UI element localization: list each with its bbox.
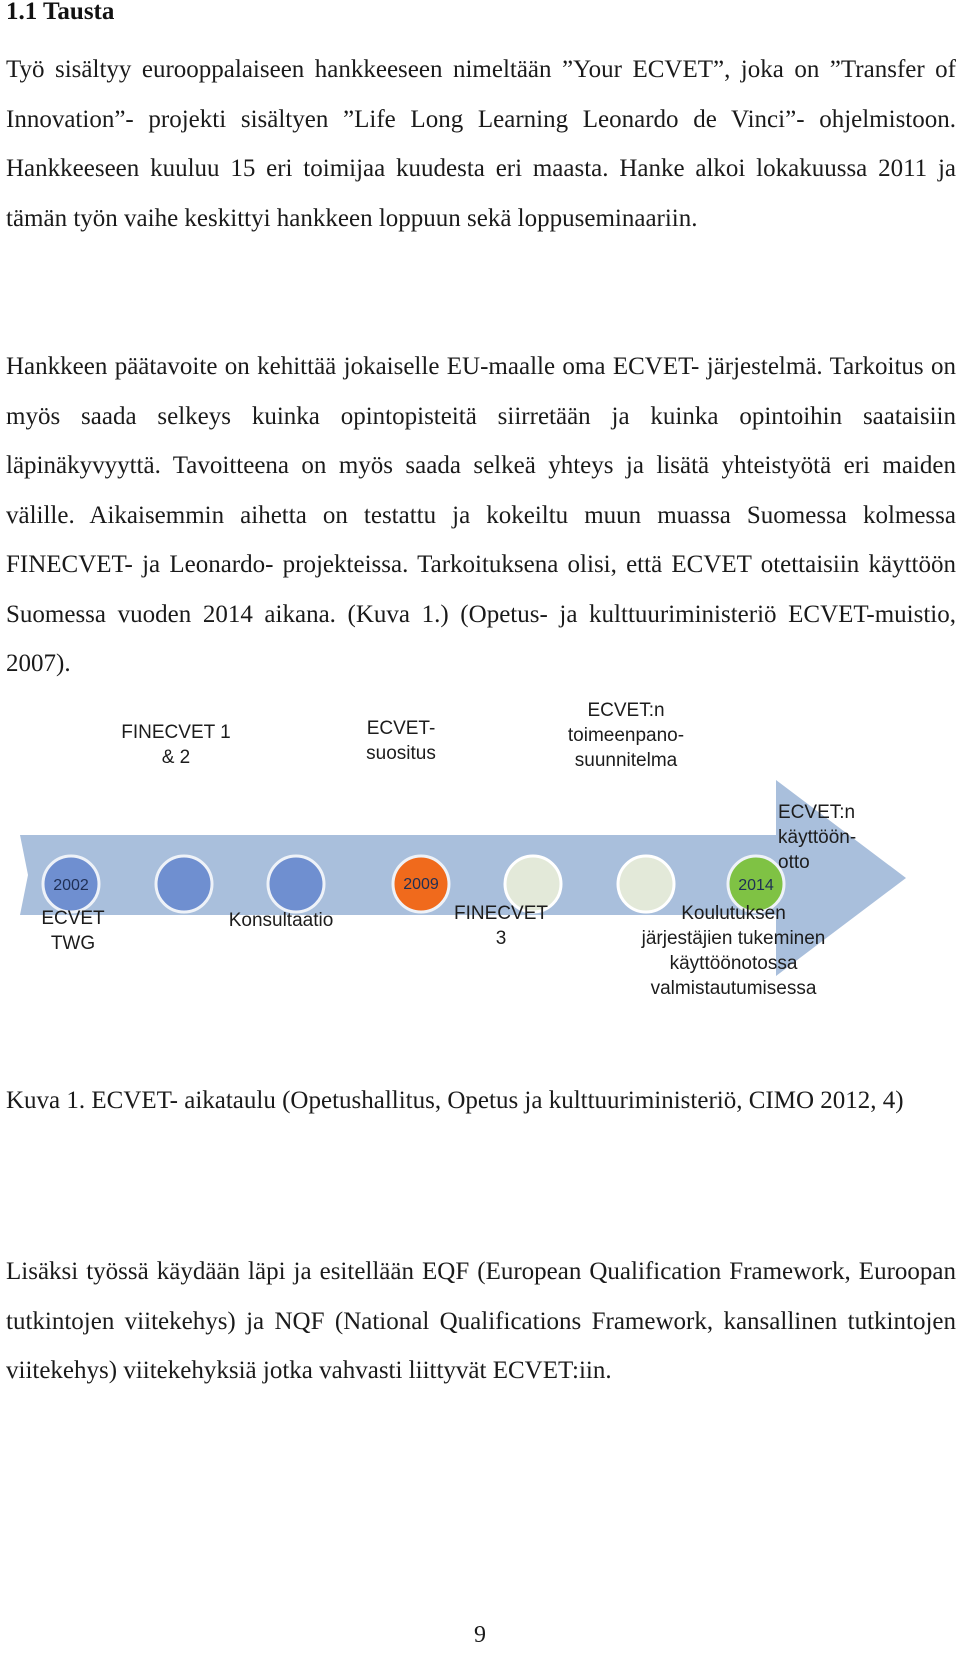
label-kayttoonotto: ECVET:n käyttöön- otto: [778, 802, 857, 873]
label-koulutuksen-jarjestajat: Koulutuksen järjestäjien tukeminen käyttöönotossa valmistautumisessa: [641, 903, 826, 999]
year-label-2002: 2002: [53, 877, 89, 894]
paragraph-background: Työ sisältyy eurooppalaiseen hankkeeseen nimeltään ”Your ECVET”, joka on ”Transfer of Innovation”- projekti sisältyen ”Life Long Learning Leonardo de Vinci”- ohjelmistoon. Hankkeeseen kuuluu 15 eri toimijaa kuudesta eri maasta. Hanke alkoi lokakuussa 2011 ja tämän työn vaihe keskittyi hankkeen loppuun sekä loppuseminaariin.: [6, 56, 956, 232]
year-label-2009: 2009: [403, 876, 439, 893]
timeline-dot-2: [156, 856, 212, 912]
paragraph-eqf-nqf: Lisäksi työssä käydään läpi ja esitellään EQF (European Qualification Framework, Euroopan tutkintojen viitekehys) ja NQF (National Qualifications Framework, kansallinen tutkintojen viitekehys) viitekehyksiä jotka vahvasti liittyvät ECVET:iin.: [6, 1258, 956, 1384]
label-finecvet-3: FINECVET 3: [454, 903, 548, 949]
label-ecvet-suositus: ECVET- suositus: [366, 718, 436, 764]
year-label-2014: 2014: [738, 877, 774, 894]
ecvet-timeline-figure: [16, 700, 916, 1070]
section-heading: 1.1 Tausta: [6, 0, 115, 25]
label-toimeenpanosuunnitelma: ECVET:n toimeenpano- suunnitelma: [567, 700, 685, 771]
label-finecvet-1-2: FINECVET 1 & 2: [121, 722, 231, 768]
label-konsultaatio: Konsultaatio: [228, 910, 334, 931]
timeline-graphic: [16, 730, 916, 1070]
label-ecvet-twg: ECVET TWG: [41, 908, 105, 954]
timeline-dot-3: [268, 856, 324, 912]
figure-caption: Kuva 1. ECVET- aikataulu (Opetushallitus, Opetus ja kulttuuriministeriö, CIMO 2012, 4): [6, 1087, 904, 1114]
paragraph-goals: Hankkeen päätavoite on kehittää jokaiselle EU-maalle oma ECVET- järjestelmä. Tarkoitus on myös saada selkeys kuinka opintopisteitä siirretään ja kuinka opintoihin saataisiin läpinäkyvyyttä. Tavoitteena on myös saada selkeä yhteys ja lisätä yhteistyötä eri maiden välille. Aikaisemmin aihetta on testattu ja kokeiltu muun muassa Suomessa kolmessa FINECVET- ja Leonardo- projekteissa. Tarkoituksena olisi, että ECVET otettaisiin käyttöön Suomessa vuoden 2014 aikana. (Kuva 1.) (Opetus- ja kulttuuriministeriö ECVET-muistio, 2007).: [6, 353, 956, 677]
page-number: 9: [474, 1622, 486, 1648]
